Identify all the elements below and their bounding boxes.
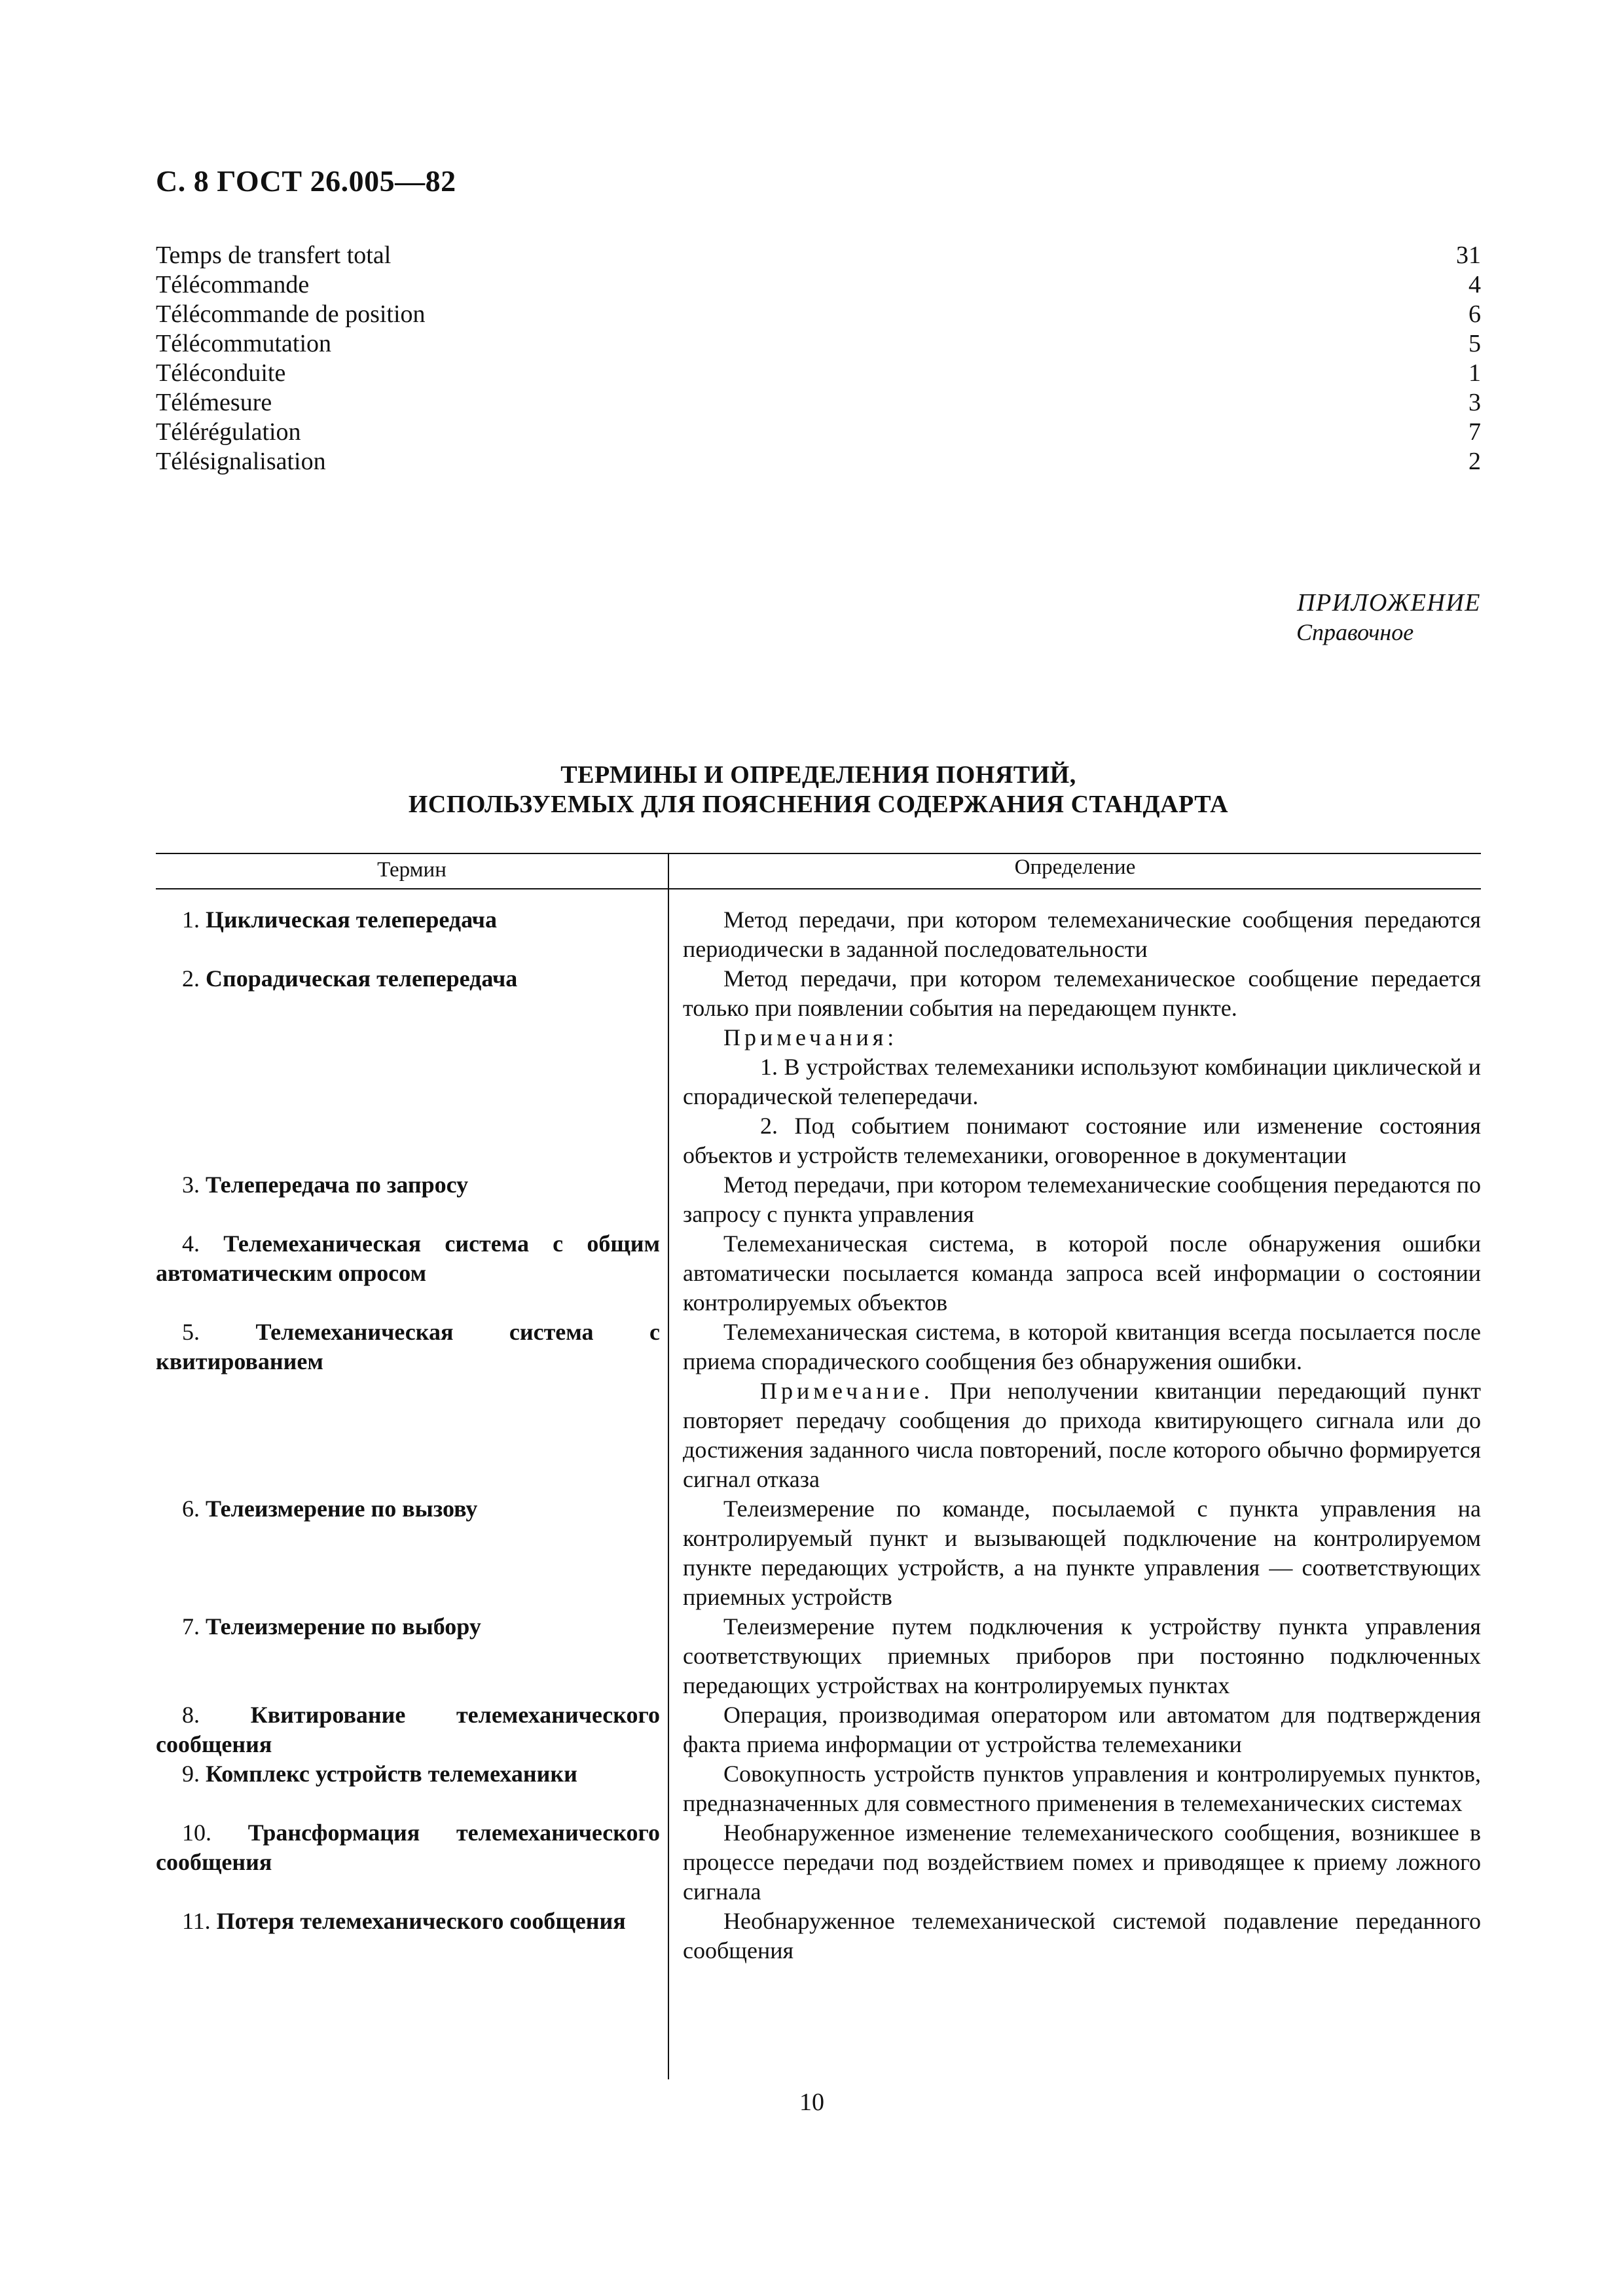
term-cell	[156, 1229, 668, 1288]
notes-heading: Примечания:	[723, 1024, 898, 1050]
term-cell	[156, 1318, 668, 1376]
definition-cell	[668, 1612, 1481, 1700]
table-row	[156, 1612, 1481, 1700]
term-cell	[156, 1612, 668, 1641]
index-number: 2	[1468, 448, 1481, 475]
definition-cell	[668, 1700, 1481, 1759]
table-header-rule	[156, 888, 1481, 889]
index-term: Télécommande de position	[156, 300, 426, 328]
term-cell	[156, 1700, 668, 1759]
note-item: 2. Под событием понимают состояние или изменение состояния объектов и устройств телемеханики, оговоренное в документации	[683, 1113, 1481, 1168]
index-term: Temps de transfert total	[156, 242, 392, 269]
definition-cell	[668, 964, 1481, 1170]
index-term: Téléconduite	[156, 359, 286, 387]
document-title-line-1: ТЕРМИНЫ И ОПРЕДЕЛЕНИЯ ПОНЯТИЙ,	[560, 761, 1076, 789]
definition-text: Совокупность устройств пунктов управления и контролируемых пунктов, предназначенных для совместного применения в телемеханических системах	[683, 1761, 1481, 1816]
table-body	[156, 905, 1481, 1965]
term-number: 3.	[182, 1172, 200, 1198]
term-name: Телемеханическая система с квитированием	[156, 1319, 661, 1374]
term-number: 8.	[182, 1702, 200, 1728]
definition-cell	[668, 1494, 1481, 1612]
term-name: Трансформация телемеханического сообщения	[156, 1820, 661, 1875]
definition-text: Метод передачи, при котором телемеханическое сообщение передается только при появлении события на передающем пункте.	[683, 965, 1481, 1021]
term-cell	[156, 1494, 668, 1524]
column-header-term: Термин	[377, 858, 447, 882]
note-label: Примечание.	[760, 1378, 934, 1404]
index-row	[156, 418, 1481, 447]
term-name: Комплекс устройств телемеханики	[206, 1761, 577, 1787]
annex-title: ПРИЛОЖЕНИЕ	[1297, 589, 1481, 617]
term-name: Спорадическая телепередача	[206, 965, 518, 992]
index-number: 3	[1468, 389, 1481, 416]
term-number: 6.	[182, 1496, 200, 1522]
definition-text: Необнаруженное изменение телемеханического сообщения, возникшее в процессе передачи под воздействием помех и приводящее к приему ложного сигнала	[683, 1820, 1481, 1905]
index-list	[156, 241, 1481, 476]
table-row	[156, 1318, 1481, 1494]
definition-cell	[668, 1759, 1481, 1818]
term-cell	[156, 905, 668, 935]
index-term: Télésignalisation	[156, 448, 326, 475]
definition-text: Телеизмерение путем подключения к устройству пункта управления соответствующих приемных приборов при постоянно подключенных передающих устройствах на контролируемых пунктах	[683, 1613, 1481, 1698]
definition-cell	[668, 1318, 1481, 1494]
term-cell	[156, 1907, 668, 1936]
index-number: 4	[1468, 271, 1481, 298]
term-cell	[156, 1818, 668, 1877]
index-row	[156, 388, 1481, 418]
table-row	[156, 1700, 1481, 1759]
table-row	[156, 1759, 1481, 1818]
index-term: Télécommutation	[156, 330, 332, 357]
term-name: Телемеханическая система с общим автоматическим опросом	[156, 1230, 661, 1286]
index-row	[156, 300, 1481, 329]
note-text: При неполучении квитанции передающий пункт повторяет передачу сообщения до прихода квитирующего сигнала или до достижения заданного числа повторений, после которого обычно формируется сигнал отказа	[683, 1378, 1481, 1492]
index-number: 31	[1456, 242, 1481, 269]
index-term: Télérégulation	[156, 418, 301, 446]
note-item	[683, 1376, 1481, 1494]
term-cell	[156, 964, 668, 994]
table-row	[156, 1229, 1481, 1318]
document-title	[156, 761, 1481, 819]
definition-text: Необнаруженное телемеханической системой подавление переданного сообщения	[683, 1908, 1481, 1964]
index-row	[156, 270, 1481, 300]
index-number: 5	[1468, 330, 1481, 357]
term-number: 7.	[182, 1613, 200, 1640]
definition-text: Метод передачи, при котором телемеханические сообщения передаются по запросу с пункта управления	[683, 1172, 1481, 1227]
term-name: Телеизмерение по выбору	[206, 1613, 481, 1640]
column-header-definition: Определение	[1014, 855, 1136, 879]
index-term: Télémesure	[156, 389, 272, 416]
term-number: 9.	[182, 1761, 200, 1787]
term-name: Квитирование телемеханического сообщения	[156, 1702, 660, 1757]
table-row	[156, 1818, 1481, 1907]
term-number: 2.	[182, 965, 200, 992]
table-row	[156, 1494, 1481, 1612]
definition-text: Операция, производимая оператором или автоматом для подтверждения факта приема информации от устройства телемеханики	[683, 1702, 1481, 1757]
definition-cell	[668, 1907, 1481, 1965]
term-number: 4.	[182, 1230, 200, 1257]
index-number: 1	[1468, 359, 1481, 387]
index-number: 7	[1468, 418, 1481, 446]
term-cell	[156, 1759, 668, 1789]
table-row	[156, 1907, 1481, 1965]
definition-text: Телемеханическая система, в которой после обнаружения ошибки автоматически посылается команда запроса всей информации о состоянии контролируемых объектов	[683, 1230, 1481, 1316]
index-row	[156, 359, 1481, 388]
definition-cell	[668, 1170, 1481, 1229]
term-number: 11.	[182, 1908, 211, 1934]
definition-cell	[668, 1229, 1481, 1318]
index-term: Télécommande	[156, 271, 310, 298]
annex-label	[1277, 588, 1481, 647]
annex-subtitle: Справочное	[1296, 619, 1414, 645]
term-name: Телеизмерение по вызову	[206, 1496, 478, 1522]
definition-text: Телемеханическая система, в которой квитанция всегда посылается после приема спорадического сообщения без обнаружения ошибки.	[683, 1319, 1481, 1374]
table-top-rule	[156, 853, 1481, 854]
definition-text: Метод передачи, при котором телемеханические сообщения передаются периодически в заданной последовательности	[683, 906, 1481, 962]
definition-cell	[668, 905, 1481, 964]
term-name: Потеря телемеханического сообщения	[216, 1908, 626, 1934]
term-name: Телепередача по запросу	[206, 1172, 469, 1198]
page-number: 10	[799, 2089, 824, 2116]
index-row	[156, 241, 1481, 270]
index-row	[156, 329, 1481, 359]
index-number: 6	[1468, 300, 1481, 328]
note-item: 1. В устройствах телемеханики используют комбинации циклической и спорадической телепередачи.	[683, 1054, 1481, 1109]
index-row	[156, 447, 1481, 476]
definition-cell	[668, 1818, 1481, 1907]
table-row	[156, 905, 1481, 964]
term-number: 5.	[182, 1319, 200, 1345]
definition-text: Телеизмерение по команде, посылаемой с пункта управления на контролируемый пункт и вызывающей подключение на контролируемом пункте передающих устройств, а на пункте управления — соответствующих приемных устройств	[683, 1496, 1481, 1610]
term-number: 10.	[182, 1820, 211, 1846]
table-row	[156, 964, 1481, 1170]
term-name: Циклическая телепередача	[206, 906, 497, 933]
term-cell	[156, 1170, 668, 1200]
document-title-line-2: ИСПОЛЬЗУЕМЫХ ДЛЯ ПОЯСНЕНИЯ СОДЕРЖАНИЯ СТАНДАРТА	[408, 791, 1229, 818]
page-header: С. 8 ГОСТ 26.005—82	[156, 164, 456, 198]
table-row	[156, 1170, 1481, 1229]
term-number: 1.	[182, 906, 200, 933]
